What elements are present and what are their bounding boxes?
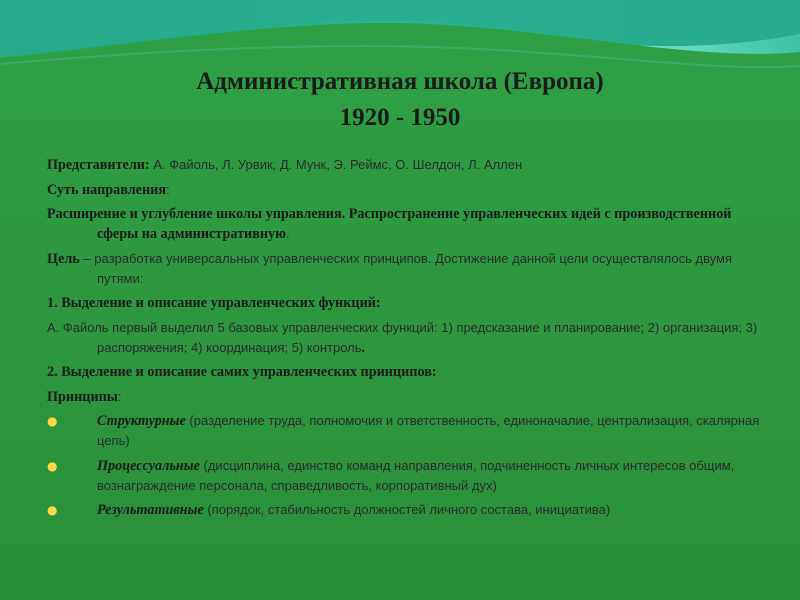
principles-list bbox=[47, 411, 767, 520]
goal-label: Цель bbox=[47, 250, 80, 267]
list-item-structural bbox=[47, 411, 767, 451]
resultative-text: (порядок, стабильность должностей личного состава, инициатива) bbox=[203, 502, 611, 517]
goal-paragraph bbox=[47, 249, 767, 289]
way2-heading bbox=[47, 362, 767, 382]
principles-label: Принципы bbox=[47, 388, 118, 405]
slide-content bbox=[47, 155, 767, 525]
bullet-icon: ● bbox=[47, 414, 58, 428]
list-item-resultative bbox=[47, 500, 767, 520]
representatives-label: Представители: bbox=[47, 157, 150, 173]
essence-paragraph bbox=[47, 180, 767, 200]
principles-paragraph bbox=[47, 387, 767, 407]
expansion-dot: . bbox=[285, 226, 290, 241]
procedural-term: Процессуальные bbox=[97, 457, 200, 474]
fayol-dot: . bbox=[361, 339, 366, 356]
procedural-text: (дисциплина, единство команд направления, подчиненность личных интересов общим, вознаграждение персонала, справедливость, корпоративный дух) bbox=[97, 457, 735, 493]
expansion-paragraph bbox=[47, 204, 767, 244]
essence-colon: : bbox=[166, 181, 170, 197]
fayol-text: А. Файоль первый выделил 5 базовых управленческих функций: 1) предсказание и планирование; 2) организация; 3) распоряжения; 4) координация; 5) контроль bbox=[47, 319, 758, 355]
structural-term: Структурные bbox=[97, 413, 186, 429]
slide-title bbox=[0, 64, 800, 136]
expansion-text: Расширение и углубление школы управления. Распространение управленческих идей с производственной сферы на административную bbox=[47, 206, 732, 242]
essence-label: Суть направления bbox=[47, 181, 166, 198]
representatives-paragraph bbox=[47, 155, 767, 175]
resultative-term: Результативные bbox=[97, 502, 204, 518]
list-item-procedural bbox=[47, 456, 767, 496]
bullet-icon: ● bbox=[47, 458, 58, 473]
goal-text: – разработка универсальных управленческих принципов. Достижение данной цели осуществлялось двумя путями: bbox=[79, 250, 733, 286]
structural-text: (разделение труда, полномочия и ответственность, единоначалие, централизация, скалярная цепь) bbox=[97, 413, 760, 448]
way1-text: 1. Выделение и описание управленческих функций: bbox=[47, 295, 381, 311]
slide-title-line2: 1920 - 1950 bbox=[339, 104, 461, 131]
principles-colon: : bbox=[117, 388, 122, 404]
representatives-text: А. Файоль, Л. Урвик, Д. Мунк, Э. Реймс, О. Шелдон, Л. Аллен bbox=[149, 157, 523, 172]
way1-heading bbox=[47, 293, 767, 313]
fayol-paragraph bbox=[47, 318, 767, 358]
way2-text: 2. Выделение и описание самих управленческих принципов: bbox=[47, 364, 437, 380]
bullet-icon: ● bbox=[47, 503, 58, 517]
slide-title-line1: Административная школа (Европа) bbox=[196, 68, 604, 95]
